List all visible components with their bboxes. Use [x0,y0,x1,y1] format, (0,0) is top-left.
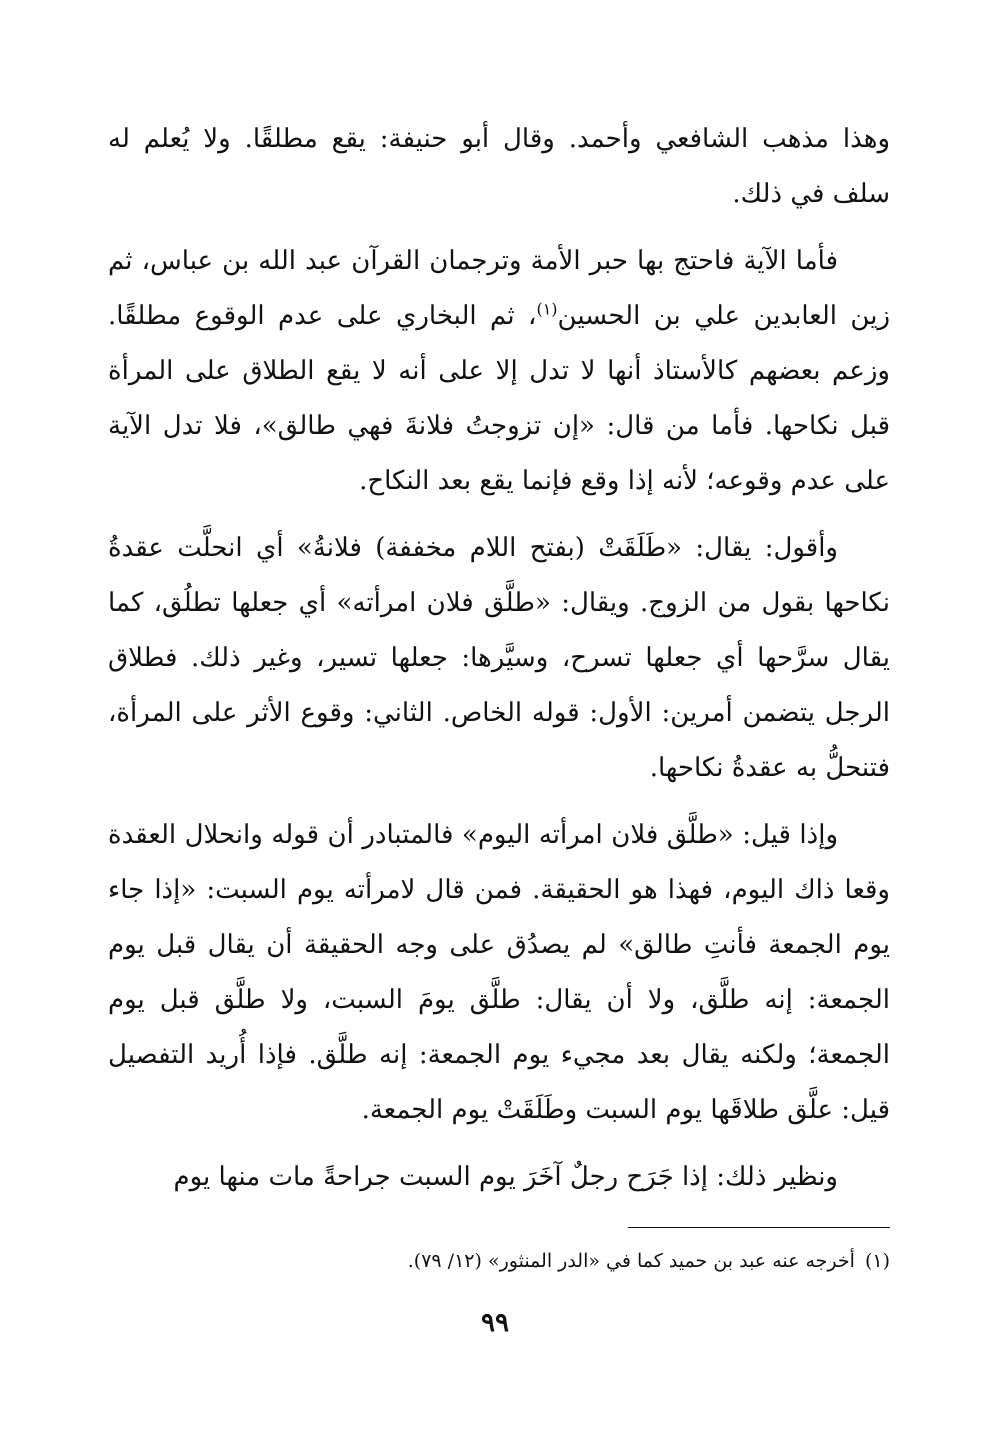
paragraph-text: ونظير ذلك: إذا جَرَح رجلٌ آخَرَ يوم السبت جراحةً مات منها يوم [173,1162,838,1192]
main-text [108,112,890,1217]
footnote-reference[interactable]: (١) [536,299,558,319]
paragraph [108,521,890,796]
paragraph [108,808,890,1138]
page-number: ٩٩ [481,1308,509,1338]
footnote [108,1244,890,1278]
footnote-separator [628,1227,890,1228]
paragraph [108,1150,890,1205]
paragraph-text: وهذا مذهب الشافعي وأحمد. وقال أبو حنيفة: يقع مطلقًا. ولا يُعلم له سلف في ذلك. [108,124,890,209]
paragraph [108,234,890,509]
paragraph-text: ، ثم البخاري على عدم الوقوع مطلقًا. وزعم بعضهم كالأستاذ أنها لا تدل إلا على أنه لا يقع الطلاق على المرأة قبل نكاحها. فأما من قال: «إن تزوجتُ فلانةَ فهي طالق»، فلا تدل الآية على عدم وقوعه؛ لأنه إذا وقع فإنما يقع بعد النكاح. [108,301,890,496]
paragraph-text: وأقول: يقال: «طَلَقَتْ (بفتح اللام مخففة) فلانةُ» أي انحلَّت عقدةُ نكاحها بقول من الزوج. ويقال: «طلَّق فلان امرأته» أي جعلها تطلُق، كما يقال سرَّحها أي جعلها تسرح، وسيَّرها: جعلها تسير، وغير ذلك. فطلاق الرجل يتضمن أمرين: الأول: قوله الخاص. الثاني: وقوع الأثر على المرأة، فتنحلُّ به عقدةُ نكاحها. [108,533,890,783]
footnote-number: (١) [864,1250,890,1272]
paragraph-text: وإذا قيل: «طلَّق فلان امرأته اليوم» فالمتبادر أن قوله وانحلال العقدة وقعا ذاك اليوم، فهذا هو الحقيقة. فمن قال لامرأته يوم السبت: «إذا جاء يوم الجمعة فأنتِ طالق» لم يصدُق على وجه الحقيقة أن يقال قبل يوم الجمعة: إنه طلَّق، ولا أن يقال: طلَّق يومَ السبت، ولا طلَّق قبل يوم الجمعة؛ ولكنه يقال بعد مجيء يوم الجمعة: إنه طلَّق. فإذا أُريد التفصيل قيل: علَّق طلاقَها يوم السبت وطَلَقَتْ يوم الجمعة. [108,820,890,1125]
footnote-text: أخرجه عنه عبد بن حميد كما في «الدر المنثور» (١٢/ ٧٩). [407,1250,855,1272]
paragraph-text: فأما الآية فاحتج بها حبر الأمة وترجمان القرآن عبد الله بن عباس، ثم زين العابدين علي بن الحسين [108,246,891,331]
paragraph [108,112,890,222]
